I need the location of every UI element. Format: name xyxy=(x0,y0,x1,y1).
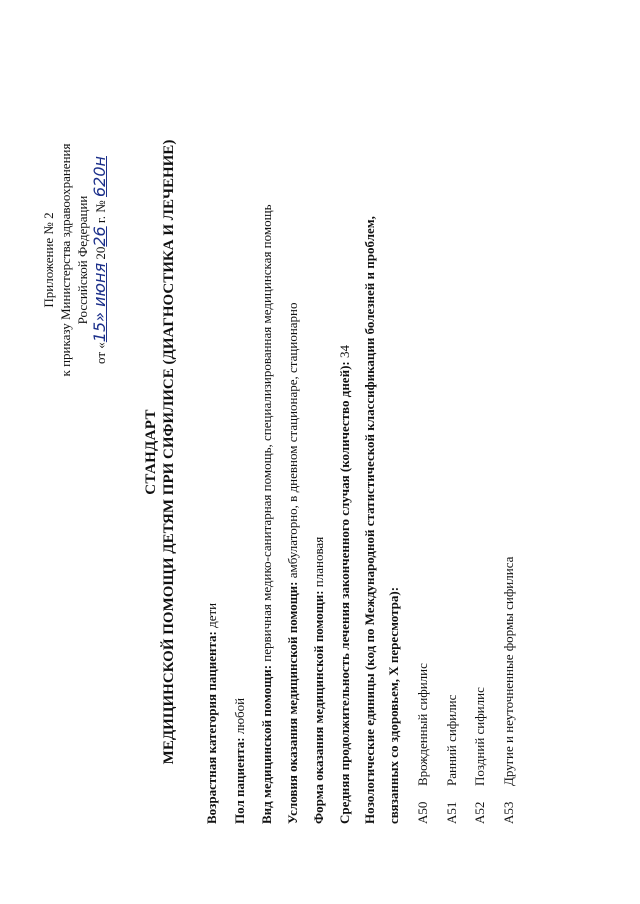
nosology-row xyxy=(445,695,459,824)
attribute-value: плановая xyxy=(311,536,326,591)
attribute-patient-sex xyxy=(233,698,247,824)
attribute-label: Пол пациента: xyxy=(232,737,247,824)
attribute-label: Условия оказания медицинской помощи: xyxy=(285,581,300,824)
nosology-row xyxy=(416,663,430,824)
order-reference: к приказу Министерства здравоохранения xyxy=(58,143,73,377)
nosology-heading-continued: связанных со здоровьем, X пересмотра): xyxy=(386,586,401,824)
attribute-value: 34 xyxy=(337,345,352,362)
diagnosis-name: Врожденный сифилис xyxy=(415,663,430,786)
attribute-value: амбулаторно, в дневном стационаре, стационарно xyxy=(285,302,300,582)
handwritten-year: 26 xyxy=(90,226,109,247)
year-prefix: 20 xyxy=(93,246,108,263)
approval-header xyxy=(40,110,109,410)
nosology-row xyxy=(502,557,516,824)
attribute-care-conditions xyxy=(286,302,300,824)
year-suffix: г. № xyxy=(93,200,108,227)
attribute-care-form xyxy=(312,537,326,824)
handwritten-order-number: 620н xyxy=(90,156,109,198)
attribute-value: дети xyxy=(204,602,219,632)
attribute-care-type xyxy=(260,204,274,824)
attribute-age-category xyxy=(205,603,219,824)
attribute-label: Вид медицинской помощи: xyxy=(259,664,274,824)
handwritten-month: » июня xyxy=(90,262,109,322)
appendix-number: Приложение № 2 xyxy=(41,212,56,308)
diagnosis-name: Поздний сифилис xyxy=(472,687,487,786)
date-prefix: от « xyxy=(93,342,108,364)
icd-code: A51 xyxy=(444,801,459,824)
nosology-row xyxy=(473,687,487,824)
icd-code: A53 xyxy=(501,801,516,824)
document-subtitle: МЕДИЦИНСКОЙ ПОМОЩИ ДЕТЯМ ПРИ СИФИЛИСЕ (ДИАГНОСТИКА И ЛЕЧЕНИЕ) xyxy=(161,139,177,765)
nosology-heading: Нозологические единицы (код по Международной статистической классификации болезней и проблем, xyxy=(362,216,377,824)
attribute-label: Средняя продолжительность лечения законченного случая (количество дней): xyxy=(337,361,352,824)
attribute-value: любой xyxy=(232,697,247,738)
ministry-name: Российской Федерации xyxy=(75,195,90,325)
attribute-treatment-duration xyxy=(338,345,352,824)
document-title: СТАНДАРТ xyxy=(143,409,159,495)
attribute-label: Возрастная категория пациента: xyxy=(204,631,219,824)
icd-code: A52 xyxy=(472,801,487,824)
diagnosis-name: Другие и неуточненные формы сифилиса xyxy=(501,556,516,786)
handwritten-day: 15 xyxy=(90,321,109,343)
icd-code: A50 xyxy=(415,801,430,824)
diagnosis-name: Ранний сифилис xyxy=(444,694,459,786)
attribute-value: первичная медико-санитарная помощь, специализированная медицинская помощь xyxy=(259,204,274,665)
order-date-line xyxy=(91,110,109,410)
attribute-label: Форма оказания медицинской помощи: xyxy=(311,590,326,824)
